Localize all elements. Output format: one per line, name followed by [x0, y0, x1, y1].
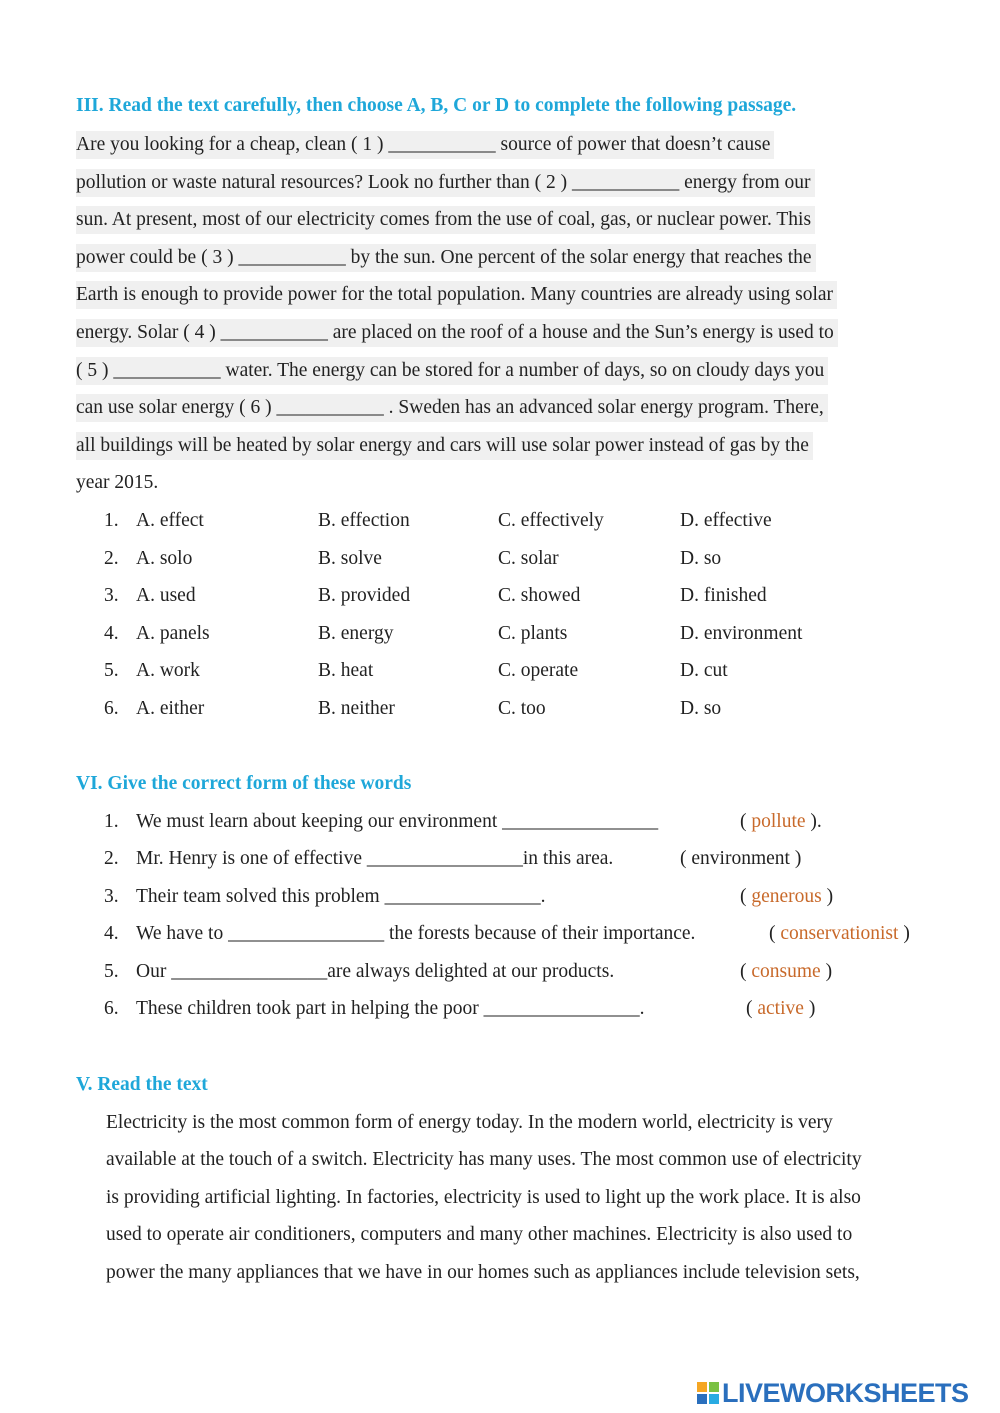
question-number: 6.: [104, 698, 119, 719]
question-number: 3.: [104, 585, 119, 606]
option-b[interactable]: B. provided: [318, 585, 411, 606]
option-c[interactable]: C. plants: [498, 623, 568, 644]
item-number: 3.: [104, 886, 119, 907]
word-hint: ( consume ): [740, 961, 833, 982]
text-line: power the many appliances that we have in our homes such as appliances include television sets,: [106, 1262, 860, 1283]
option-d[interactable]: D. environment: [680, 623, 803, 644]
item-sentence: Their team solved this problem ________________.: [136, 886, 546, 907]
passage-line: pollution or waste natural resources? Look no further than ( 2 ) ___________ energy from our: [76, 169, 815, 197]
option-c[interactable]: C. operate: [498, 660, 579, 681]
liveworksheets-logo-icon: [697, 1382, 719, 1404]
item-sentence: We must learn about keeping our environment ________________: [136, 811, 659, 832]
passage-line: can use solar energy ( 6 ) ___________ . Sweden has an advanced solar energy program. There,: [76, 394, 828, 422]
passage-line: year 2015.: [76, 472, 159, 493]
word-hint: ( conservationist ): [769, 923, 910, 944]
option-a[interactable]: A. used: [136, 585, 196, 606]
logo-text: LIVEWORKSHEETS: [722, 1377, 969, 1408]
question-number: 1.: [104, 510, 119, 531]
option-b[interactable]: B. effection: [318, 510, 410, 531]
option-d[interactable]: D. so: [680, 548, 722, 569]
question-number: 2.: [104, 548, 119, 569]
item-number: 4.: [104, 923, 119, 944]
passage-line: energy. Solar ( 4 ) ___________ are placed on the roof of a house and the Sun’s energy is used to: [76, 319, 838, 347]
question-number: 4.: [104, 623, 119, 644]
option-d[interactable]: D. finished: [680, 585, 767, 606]
option-d[interactable]: D. cut: [680, 660, 728, 681]
item-number: 5.: [104, 961, 119, 982]
section-6-heading: VI. Give the correct form of these words: [76, 773, 412, 794]
item-sentence: These children took part in helping the poor ________________.: [136, 998, 645, 1019]
word-hint: ( pollute ).: [740, 811, 822, 832]
passage-line: ( 5 ) ___________ water. The energy can be stored for a number of days, so on cloudy days you: [76, 357, 828, 385]
passage-line: power could be ( 3 ) ___________ by the sun. One percent of the solar energy that reaches the: [76, 244, 816, 272]
passage-line: all buildings will be heated by solar energy and cars will use solar power instead of gas by the: [76, 432, 813, 460]
text-line: available at the touch of a switch. Electricity has many uses. The most common use of electricity: [106, 1149, 862, 1170]
passage-line: Are you looking for a cheap, clean ( 1 ) ___________ source of power that doesn’t cause: [76, 131, 774, 159]
option-c[interactable]: C. solar: [498, 548, 559, 569]
option-b[interactable]: B. energy: [318, 623, 394, 644]
item-number: 1.: [104, 811, 119, 832]
option-a[interactable]: A. work: [136, 660, 200, 681]
option-a[interactable]: A. effect: [136, 510, 204, 531]
item-number: 6.: [104, 998, 119, 1019]
section-3-heading: III. Read the text carefully, then choose A, B, C or D to complete the following passage.: [76, 95, 797, 116]
text-line: Electricity is the most common form of energy today. In the modern world, electricity is very: [106, 1112, 833, 1133]
option-c[interactable]: C. too: [498, 698, 546, 719]
option-a[interactable]: A. solo: [136, 548, 193, 569]
option-d[interactable]: D. so: [680, 698, 722, 719]
option-c[interactable]: C. effectively: [498, 510, 604, 531]
option-b[interactable]: B. heat: [318, 660, 374, 681]
option-b[interactable]: B. neither: [318, 698, 395, 719]
option-c[interactable]: C. showed: [498, 585, 581, 606]
word-hint: ( active ): [746, 998, 816, 1019]
passage-line: sun. At present, most of our electricity comes from the use of coal, gas, or nuclear power. This: [76, 206, 815, 234]
option-b[interactable]: B. solve: [318, 548, 382, 569]
liveworksheets-logo[interactable]: [697, 1378, 969, 1408]
item-number: 2.: [104, 848, 119, 869]
option-d[interactable]: D. effective: [680, 510, 772, 531]
item-sentence: Our ________________are always delighted at our products.: [136, 961, 615, 982]
question-number: 5.: [104, 660, 119, 681]
item-sentence: Mr. Henry is one of effective ________________in this area.: [136, 848, 614, 869]
section-5-heading: V. Read the text: [76, 1074, 208, 1095]
passage-line: Earth is enough to provide power for the total population. Many countries are already using solar: [76, 281, 837, 309]
option-a[interactable]: A. panels: [136, 623, 210, 644]
word-hint: ( generous ): [740, 886, 834, 907]
text-line: is providing artificial lighting. In factories, electricity is used to light up the work place. It is also: [106, 1187, 861, 1208]
item-sentence: We have to ________________ the forests because of their importance.: [136, 923, 696, 944]
option-a[interactable]: A. either: [136, 698, 205, 719]
word-hint: ( environment ): [680, 848, 802, 869]
text-line: used to operate air conditioners, computers and many other machines. Electricity is also used to: [106, 1224, 853, 1245]
